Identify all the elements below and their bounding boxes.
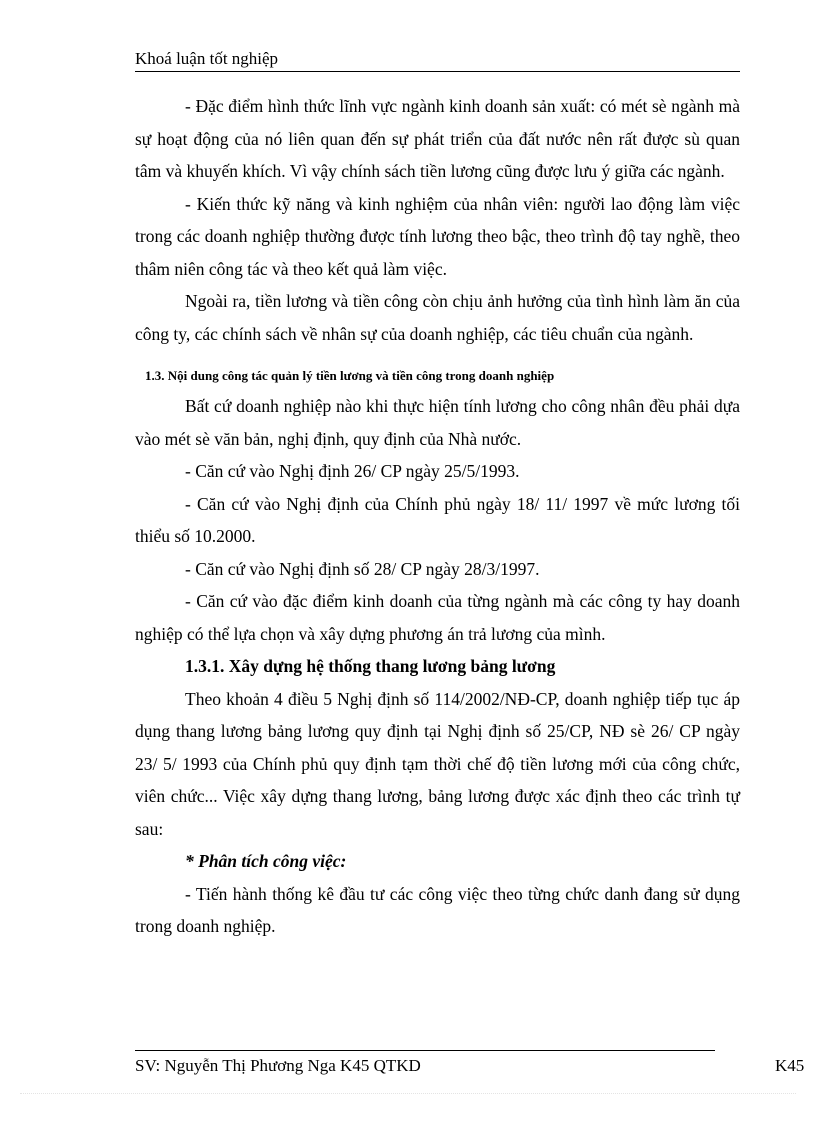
header-divider <box>135 71 740 72</box>
footer-class-code: K45 <box>775 1056 805 1075</box>
paragraph-decree-28: - Căn cứ vào Nghị định số 28/ CP ngày 28/3/1997. <box>185 558 540 579</box>
footer-divider <box>135 1050 715 1051</box>
footer-student-name: SV: Nguyễn Thị Phương Nga K45 QTKD <box>135 1056 421 1075</box>
section-heading-1-3: 1.3. Nội dung công tác quản lý tiền lương và tiền công trong doanh nghiệp <box>145 368 555 383</box>
subsection-heading-1-3-1: 1.3.1. Xây dựng hệ thống thang lương bảng lương <box>185 656 556 676</box>
paragraph-business-field: - Đặc điểm hình thức lĩnh vực ngành kinh doanh sản xuất: có mét sè ngành mà sự hoạt động của nó liên quan đến sự phát triển của đất nước nên rất được sù quan tâm và khuyến khích. Vì vậy chính sách tiền lương cũng được lưu ý giữa các ngành. <box>135 96 740 181</box>
paragraph-decree-26: - Căn cứ vào Nghị định 26/ CP ngày 25/5/1993. <box>185 461 520 481</box>
paragraph-legal-basis: Bất cứ doanh nghiệp nào khi thực hiện tính lương cho công nhân đều phải dựa vào mét sè văn bản, nghị định, quy định của Nhà nước. <box>135 396 740 449</box>
paragraph-employee-skills: - Kiến thức kỹ năng và kinh nghiệm của nhân viên: người lao động làm việc trong các doanh nghiệp thường được tính lương theo bậc, theo trình độ tay nghề, theo thâm niên công tác và theo kết quả làm việc. <box>135 193 740 279</box>
paragraph-job-statistics: - Tiến hành thống kê đầu tư các công việc theo từng chức danh đang sử dụng trong doanh nghiệp. <box>135 883 740 936</box>
paragraph-decree-minimum-wage: - Căn cứ vào Nghị định của Chính phủ ngày 18/ 11/ 1997 về mức lương tối thiểu số 10.2000. <box>135 493 740 546</box>
paragraph-business-characteristics: - Căn cứ vào đặc điểm kinh doanh của từng ngành mà các công ty hay doanh nghiệp có thể lựa chọn và xây dựng phương án trả lương của mình. <box>135 591 740 644</box>
paragraph-other-factors: Ngoài ra, tiền lương và tiền công còn chịu ảnh hưởng của tình hình làm ăn của công ty, các chính sách về nhân sự của doanh nghiệp, các tiêu chuẩn của ngành. <box>135 291 740 344</box>
job-analysis-heading: * Phân tích công việc: <box>185 851 347 871</box>
document-body <box>135 90 740 943</box>
page-bottom-border <box>20 1093 796 1094</box>
running-header: Khoá luận tốt nghiệp <box>135 49 279 68</box>
paragraph-salary-scale: Theo khoản 4 điều 5 Nghị định số 114/2002/NĐ-CP, doanh nghiệp tiếp tục áp dụng thang lương bảng lương quy định tại Nghị định số 25/CP, NĐ sè 26/ CP ngày 23/ 5/ 1993 của Chính phủ quy định tạm thời chế độ tiền lương mới của công chức, viên chức... Việc xây dựng thang lương, bảng lương được xác định theo các trình tự sau: <box>135 688 740 839</box>
